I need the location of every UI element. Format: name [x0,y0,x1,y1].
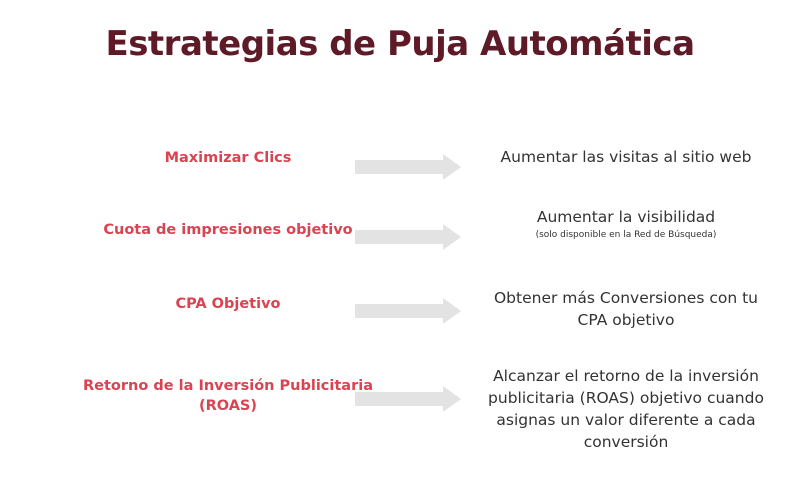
right-arrow-icon [355,386,463,412]
right-arrow-icon [355,154,463,180]
right-arrow-icon [355,224,463,250]
outcome-text: Aumentar la visibilidad [536,208,716,226]
outcome-text: Alcanzar el retorno de la inversión publicitaria (ROAS) objetivo cuando asignas un valor diferente a cada conversión [488,367,764,451]
outcome-block [484,206,768,242]
outcome-text: Aumentar las visitas al sitio web [500,148,752,166]
right-arrow-icon [355,298,463,324]
outcome-note: (solo disponible en la Red de Búsqueda) [535,230,717,240]
strategy-label: Cuota de impresiones objetivo [103,222,353,238]
strategy-label: Maximizar Clics [164,150,292,166]
strategy-label: Retorno de la Inversión Publicitaria (ROAS) [83,378,373,414]
outcome-text: Obtener más Conversiones con tu CPA objetivo [493,289,758,329]
strategy-label: CPA Objetivo [175,296,281,312]
slide-title: Estrategias de Puja Automática [105,24,695,64]
